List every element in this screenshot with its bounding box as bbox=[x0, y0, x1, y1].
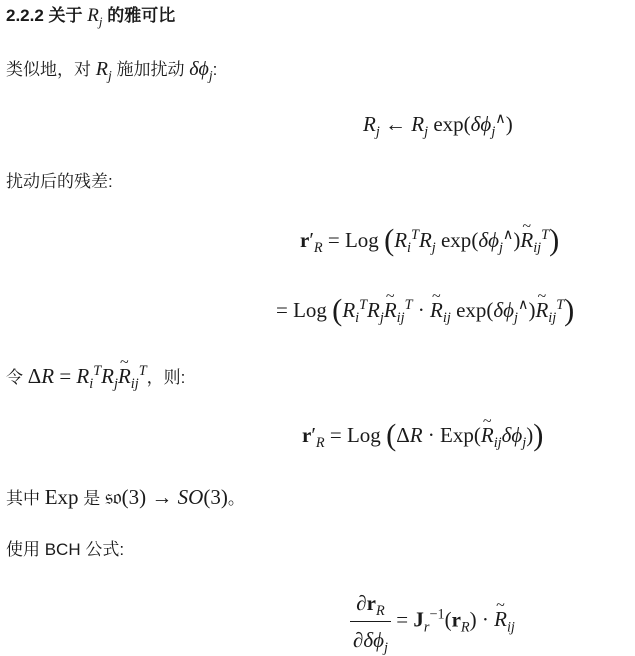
inline-math-exp: Exp bbox=[44, 485, 79, 509]
paragraph-text: 是 bbox=[83, 489, 101, 508]
equation-residual-1: $r'_R$ = Log ($R_i^TR_j$ $\exp(\delta\phi_j^\wedge)\sim$ $R_{ij}^T$) bbox=[300, 225, 559, 255]
section-title-suffix: 的雅可比 bbox=[107, 6, 176, 25]
equation-update: $R_j$ ← $R_j$ $\exp(\delta\phi_j^\wedge)$ bbox=[363, 111, 513, 141]
paragraph-text: ，则: bbox=[146, 368, 186, 387]
section-number: 2.2.2 bbox=[6, 6, 44, 25]
equation-residual-3: $r'_R$ = Log (ΔR · Exp(~ $R_{ij}\delta\phi_j$)) bbox=[302, 420, 543, 450]
paragraph-exp-map bbox=[6, 485, 245, 511]
equation-jacobian: $\frac{\partial r_R}{\partial\delta\phi_j}$ = $J_r^{-1}(r_R)$ · ~ $R_{ij}$ bbox=[350, 588, 515, 655]
section-heading bbox=[6, 4, 175, 28]
fraction-partial: $\frac{\partial r_R}{\partial\delta\phi_j}$ bbox=[350, 588, 391, 655]
inline-math-so3: 𝔰𝔬(3) → SO(3) bbox=[105, 485, 228, 509]
paragraph-text: 令 bbox=[6, 368, 23, 387]
paragraph-text: 。 bbox=[227, 489, 245, 508]
paragraph-residual: 扰动后的残差: bbox=[6, 172, 113, 191]
paragraph-text: 其中 bbox=[6, 489, 40, 508]
inline-math-rj: $R_j$ bbox=[95, 58, 112, 83]
paragraph-text: : bbox=[212, 60, 218, 79]
paragraph-define-delta-r bbox=[6, 363, 186, 393]
paragraph-perturbation bbox=[6, 57, 217, 82]
heading-symbol: $R_j$ bbox=[87, 5, 103, 29]
paragraph-bch: 使用 BCH 公式: bbox=[6, 540, 125, 559]
section-title-prefix: 关于 bbox=[48, 6, 83, 25]
equation-residual-2: = Log ($R_i^TR_j\sim$ $R_{ij}^T$ · ~ $R_{ij}$ $\exp(\delta\phi_j^\wedge)\sim$ $R_{ij}^T$) bbox=[276, 295, 574, 325]
paragraph-text: 施加扰动 bbox=[116, 60, 185, 79]
inline-math-delta-r: $\Delta R = R_i^TR_j\sim$ $R_{ij}^T$ bbox=[28, 364, 147, 388]
paragraph-text: 类似地，对 bbox=[6, 60, 91, 79]
inline-math-delta-phi: $\delta\phi_j$ bbox=[189, 58, 213, 83]
